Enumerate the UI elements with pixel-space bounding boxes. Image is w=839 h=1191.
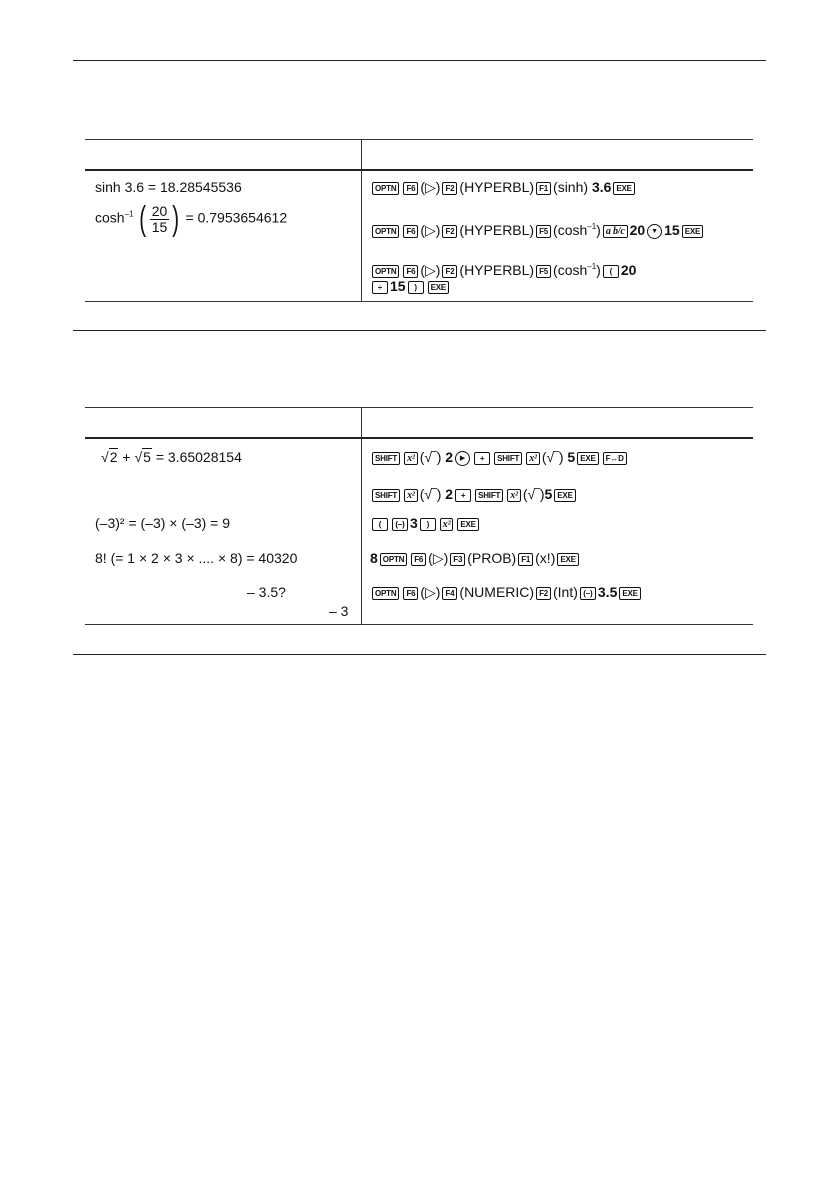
int-answer: – 3 (329, 603, 349, 619)
int-text: (Int) (553, 584, 578, 600)
f1-key: F1 (536, 182, 551, 195)
f1-key: F1 (518, 553, 533, 566)
bottom-rule (73, 654, 766, 655)
shift-key: SHIFT (372, 452, 400, 465)
prob-text: (PROB) (467, 550, 517, 566)
f6-key: F6 (403, 182, 418, 195)
fraction (150, 204, 170, 235)
plus-key: + (455, 489, 471, 502)
value-15: 15 (390, 278, 406, 294)
f2-key: F2 (442, 265, 457, 278)
cosh-keys-division-line2 (370, 278, 451, 294)
optn-key: OPTN (372, 265, 399, 278)
plus-key: + (474, 452, 490, 465)
cosh-expression (95, 202, 287, 236)
sqrt-result: = 3.65028154 (155, 449, 242, 465)
value-20: 20 (629, 222, 646, 238)
x-squared-key: x² (440, 518, 454, 531)
exe-key: EXE (428, 281, 449, 294)
column-divider (361, 139, 362, 302)
close-paren: ) (596, 262, 601, 278)
sinh-text: (sinh) (553, 179, 589, 195)
f2-key: F2 (442, 225, 457, 238)
fraction-denominator: 15 (151, 218, 168, 235)
fraction-key: a b/c (603, 225, 628, 238)
value-2: 2 (445, 449, 454, 465)
right-arrow-key: ▶ (455, 451, 470, 466)
factorial-keys (370, 550, 581, 566)
f6-key: F6 (403, 587, 418, 600)
square-expression: (–3)² = (–3) × (–3) = 9 (95, 515, 231, 531)
factorial-expression: 8! (= 1 × 2 × 3 × .... × 8) = 40320 (95, 550, 298, 566)
table-bottom-border (85, 624, 753, 625)
square-keys (370, 515, 481, 531)
table-bottom-border (85, 301, 753, 302)
left-paren-big: ( (139, 200, 147, 238)
hyperbolic-table (85, 139, 753, 302)
table-header-border (85, 437, 753, 439)
sqrt-expression (101, 449, 242, 465)
x-squared-key: x² (507, 489, 521, 502)
sqrt-5: √5 (134, 449, 151, 465)
sqrt-2: √2 (101, 449, 118, 465)
exe-key: EXE (577, 452, 598, 465)
x-squared-key: x² (526, 452, 540, 465)
x-squared-key: x² (404, 452, 418, 465)
cosh-text: (cosh (553, 222, 588, 238)
sqrt-text: (√‾) (419, 449, 442, 465)
f6-key: F6 (411, 553, 426, 566)
close-paren-key: ) (420, 518, 436, 531)
value-15: 15 (664, 222, 680, 238)
sinh-keys (370, 179, 637, 195)
shift-key: SHIFT (494, 452, 522, 465)
cosh-result: = 0.7953654612 (185, 209, 288, 226)
value-2: 2 (445, 486, 454, 502)
cosh-keys-division-line1 (370, 259, 636, 278)
f6-key: F6 (403, 265, 418, 278)
exe-key: EXE (619, 587, 640, 600)
value-3-5: 3.5 (597, 584, 618, 600)
middle-rule (73, 330, 766, 331)
next-symbol: (▷) (420, 262, 441, 278)
f2-key: F2 (536, 587, 551, 600)
column-divider (361, 407, 362, 625)
f5-key: F5 (536, 225, 551, 238)
close-paren-key: ) (408, 281, 424, 294)
functions-table (85, 407, 753, 625)
cosh-key-sup: –1 (587, 222, 597, 231)
x-squared-key: x² (404, 489, 418, 502)
exe-key: EXE (457, 518, 478, 531)
factorial-text: (x!) (535, 550, 556, 566)
int-keys (370, 584, 643, 600)
cosh-prefix: cosh (95, 209, 125, 226)
exe-key: EXE (613, 182, 634, 195)
f2-key: F2 (442, 182, 457, 195)
value-8: 8 (370, 550, 378, 566)
cosh-keys-fraction (370, 219, 705, 239)
top-rule (73, 60, 766, 61)
next-symbol: (▷) (428, 550, 449, 566)
cosh-text: (cosh (553, 262, 588, 278)
value-20: 20 (620, 262, 637, 278)
table-top-border (85, 139, 753, 140)
numeric-text: (NUMERIC) (459, 584, 535, 600)
plus-sign: + (122, 449, 131, 465)
hyperbl-text: (HYPERBL) (459, 262, 535, 278)
next-symbol: (▷) (420, 222, 441, 238)
close-paren: ) (596, 222, 601, 238)
f6-key: F6 (403, 225, 418, 238)
divide-key: ÷ (372, 281, 388, 294)
sqrt-text: (√‾) (419, 486, 442, 502)
sqrt-text: (√‾) (522, 486, 545, 502)
exe-key: EXE (557, 553, 578, 566)
shift-key: SHIFT (372, 489, 400, 502)
optn-key: OPTN (372, 225, 399, 238)
open-paren-key: ( (372, 518, 388, 531)
negative-key: (–) (392, 518, 408, 531)
value-3-6: 3.6 (591, 179, 612, 195)
sqrt-text: (√‾) (541, 449, 564, 465)
down-arrow-key: ▼ (647, 224, 662, 239)
sinh-expression: sinh 3.6 = 18.28545536 (95, 179, 242, 195)
next-symbol: (▷) (420, 584, 441, 600)
table-header-border (85, 169, 753, 171)
value-5: 5 (544, 486, 553, 502)
hyperbl-text: (HYPERBL) (459, 179, 535, 195)
optn-key: OPTN (372, 587, 399, 600)
f3-key: F3 (450, 553, 465, 566)
optn-key: OPTN (380, 553, 407, 566)
optn-key: OPTN (372, 182, 399, 195)
value-3: 3 (410, 515, 418, 531)
exe-key: EXE (682, 225, 703, 238)
hyperbl-text: (HYPERBL) (459, 222, 535, 238)
cosh-key-sup: –1 (587, 262, 597, 271)
value-5: 5 (567, 449, 576, 465)
fraction-numerator: 20 (151, 202, 168, 219)
right-paren-big: ) (172, 200, 180, 238)
next-symbol: (▷) (420, 179, 441, 195)
table-top-border (85, 407, 753, 408)
sqrt-keys-line1 (370, 449, 629, 466)
exe-key: EXE (554, 489, 575, 502)
sqrt-keys-line2 (370, 486, 578, 502)
cosh-sup: –1 (124, 209, 134, 219)
fd-key: F↔D (603, 452, 627, 465)
int-question: – 3.5? (247, 584, 286, 600)
shift-key: SHIFT (475, 489, 503, 502)
f5-key: F5 (536, 265, 551, 278)
negative-key: (–) (580, 587, 596, 600)
open-paren-key: ( (603, 265, 619, 278)
f4-key: F4 (442, 587, 457, 600)
